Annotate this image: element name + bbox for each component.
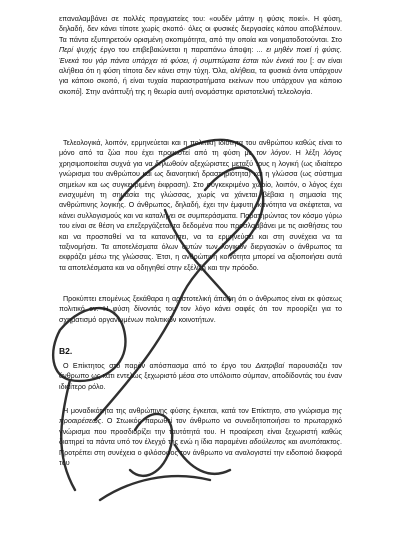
italic-logos: λόγος — [323, 149, 342, 158]
italic-title-diatribai: Διατριβαί — [255, 362, 285, 370]
paragraph-teleology: επαναλαμβάνει σε πολλές πραγματείες του: «ουδέν μάτην η φύσις ποιεί». Η φύση, δηλαδή, δεν κάνει τίποτε χωρίς σκοπό· όλες οι φυσικές διεργασίες κάπου αποβλέπουν. Τα πάντα εξυπηρετούν ορισμένη σκοπιμότητα, από την οποία και νοηματοδοτούνται. Στο Περί ψυχής έργο του επιβεβαιώνεται η παραπάνω άποψη: ... ει μηθέν ποιεί ή φύσις. Ένεκά του γάρ πάντα υπάρχει τά φύσει, ή συμπτώματα έσται τών ένεκά του [: αν είναι αλήθεια ότι η φύση τίποτα δεν κάνει στην τύχη. Όλα, αλήθεια, τα φυσικά όντα υπάρχουν για κάποιο σκοπό, ή είναι τυχαία παραστρατήματα εκείνων που υπάρχουν για κάποιο σκοπό]. Στην ανάπτυξή της η θεωρία αυτή ονομάστηκε αριστοτελική τελεολογία. — [59, 15, 342, 96]
paragraph-logos: Τελεολογικά, λοιπόν, ερμηνεύεται και η πολιτική ιδιότητα του ανθρώπου καθώς είναι το μόνο από τα ζώα που έχει προικιστεί από τη φύση με τον λόγον. Η λέξη λόγος χρησιμοποιείται συχνά για να δηλωθούν αξεχώριστες μεταξύ τους η λογική (ως ιδιαίτερο γνώρισμα του ανθρώπου και ως διανοητική δραστηριότητα) και η γλώσσα (ως σύστημα σημείων και ως συγκεκριμένη έκφραση). Στο συγκεκριμένο χωρίο, λοιπόν, ο λόγος έχει ενισχυμένη τη σημασία της γλώσσας, χωρίς να χάνεται βέβαια η σημασία της ανθρώπινης λογικής. Ο άνθρωπος, δηλαδή, έχει την έμφυτη ικανότητα να σκέφτεται, να κάνει συλλογισμούς και να καταλήγει σε συμπεράσματα. Παρατηρώντας τον κόσμο γύρω του είναι σε θέση να επεξεργάζεται τα δεδομένα που προσλαμβάνει με τις αισθήσεις του και να προσπαθεί να τα κατανοήσει, να τα ερμηνεύσει και στη συνέχεια να τα ταξινομήσει. Τα αποτελέσματα όλων αυτών των λογικών διεργασιών ο άνθρωπος τα εκφράζει μέσω της γλώσσας. Έτσι, η ανθρώπινη κοινότητα μπορεί να αξιοποιήσει αυτά τα αποτελέσματα και να οδηγηθεί στην εξέλιξη και την πρόοδο. — [59, 139, 342, 272]
italic-quotation: ... ει μηθέν ποιεί ή φύσις. Ένεκά του γάρ πάντα υπάρχει τά φύσει, ή συμπτώματα έσται τών ένεκά του — [59, 46, 342, 65]
italic-anypotaktos: ανυπότακτος — [299, 438, 341, 447]
italic-adouleutos: αδούλευτος — [249, 438, 286, 447]
italic-proairesis: της προαιρέσεως — [59, 407, 342, 426]
paragraph-proairesis: Η μοναδικότητα της ανθρώπινης φύσης έγκειται, κατά τον Επίκτητο, στο γνώρισμα της προαιρέσεως. Ο Στωικός παρωθεί τον άνθρωπο να συνειδητοποιήσει το πρωταρχικό γνώρισμα που προσδιορίζει την ταυτότητά του. Η προαίρεση είναι ξεχωριστή καθώς διατηρεί τα πάντα υπό τον έλεγχό της ενώ η ίδια παραμένει αδούλευτος και ανυπότακτος. Προτρέπει στη συνέχεια ο φιλόσοφος τον άνθρωπο να αναλογιστεί την ειδοποιό διαφορά του — [59, 407, 342, 468]
section-heading-b2: Β2. — [59, 346, 73, 356]
italic-ton-logon: τον λόγον — [256, 149, 290, 158]
paragraph-conclusion: Προκύπτει επομένως ξεκάθαρα η αριστοτελική άποψη ότι ο άνθρωπος είναι εκ φύσεως πολιτικό ον. Η φύση δίνοντάς του τον λόγο κάνει σαφές ότι τον προορίζει για το σχηματισμό οργανωμένων πολιτικών κοινοτήτων. — [59, 295, 342, 324]
italic-title-peri-psychis: Περί ψυχής — [59, 46, 97, 55]
paragraph-epictetus-intro: Ο Επίκτητος στο παρόν απόσπασμα από το έργο του Διατριβαί παρουσιάζει τον άνθρωπο ως κάτι εντελώς ξεχωριστό μέσα στο υπόλοιπο σύμπαν, αποδίδοντάς του έναν ιδιαίτερο ρόλο. — [59, 362, 342, 391]
